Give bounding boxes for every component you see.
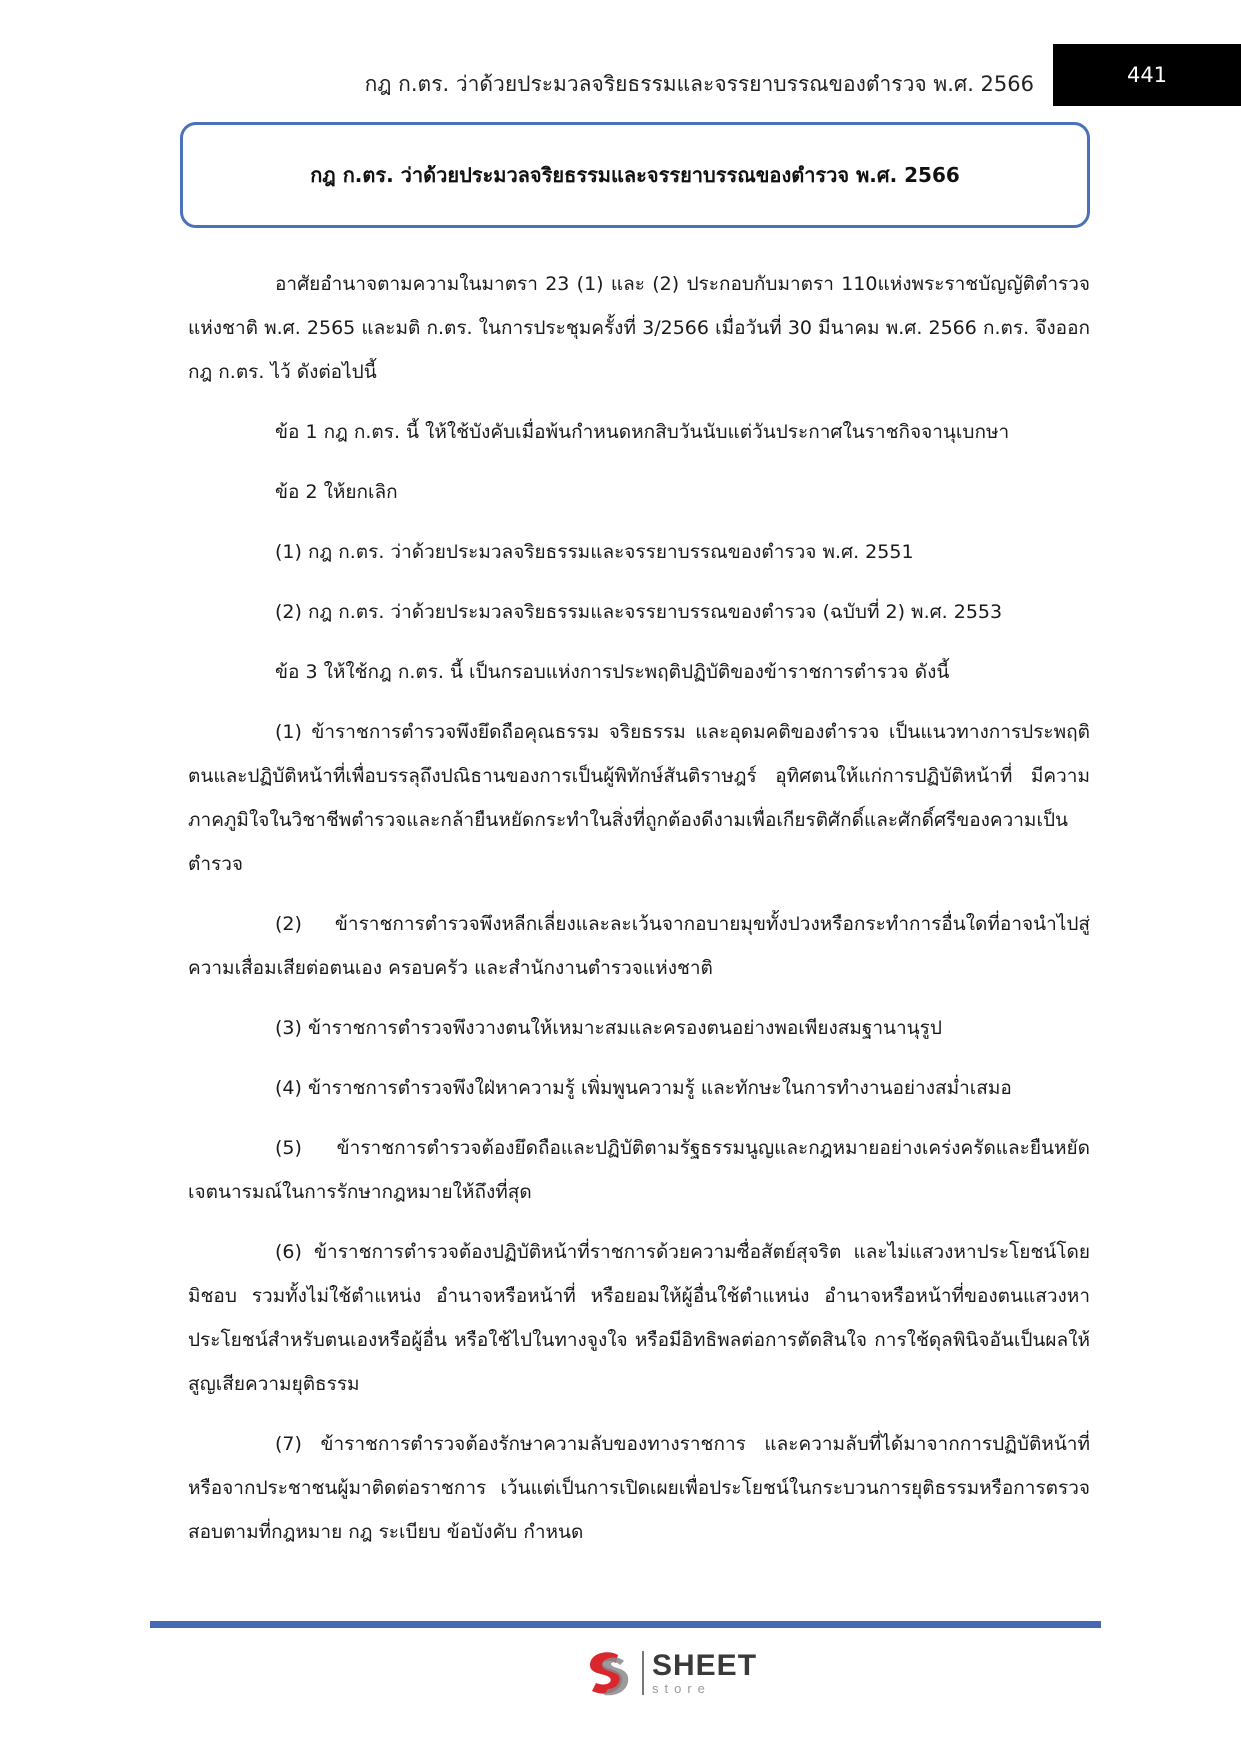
logo-main-text: SHEET — [652, 1649, 758, 1682]
clause-2-item-1: (1) กฎ ก.ตร. ว่าด้วยประมวลจริยธรรมและจรรยาบรรณของตำรวจ พ.ศ. 2551 — [275, 541, 914, 563]
sheet-store-logo-icon — [578, 1645, 634, 1701]
document-title-box — [180, 122, 1090, 228]
clause-1: ข้อ 1 กฎ ก.ตร. นี้ ให้ใช้บังคับเมื่อพ้นกำหนดหกสิบวันนับแต่วันประกาศในราชกิจจานุเบกษา — [275, 421, 1010, 443]
clause-3-item-5: (5) ข้าราชการตำรวจต้องยึดถือและปฏิบัติตามรัฐธรรมนูญและกฎหมายอย่างเคร่งครัดและยืนหยัดเจตนารมณ์ในการรักษากฎหมายให้ถึงที่สุด — [188, 1137, 1090, 1203]
logo-wordmark — [652, 1651, 757, 1695]
document-body — [188, 262, 1090, 1570]
clause-3-item-7: (7) ข้าราชการตำรวจต้องรักษาความลับของทางราชการ และความลับที่ได้มาจากการปฏิบัติหน้าที่หรือจากประชาชนผู้มาติดต่อราชการ เว้นแต่เป็นการเปิดเผยเพื่อประโยชน์ในกระบวนการยุติธรรมหรือการตรวจสอบตามที่กฎหมาย กฎ ระเบียบ ข้อบังคับ กำหนด — [188, 1433, 1090, 1543]
clause-3-item-1: (1) ข้าราชการตำรวจพึงยึดถือคุณธรรม จริยธรรม และอุดมคติของตำรวจ เป็นแนวทางการประพฤติตนและปฏิบัติหน้าที่เพื่อบรรลุถึงปณิธานของการเป็นผู้พิทักษ์สันติราษฎร์ อุทิศตนให้แก่การปฏิบัติหน้าที่ มีความภาคภูมิใจในวิชาชีพตำรวจและกล้ายืนหยัดกระทำในสิ่งที่ถูกต้องดีงามเพื่อเกียรติศักดิ์และศักดิ์ศรีของความเป็นตำรวจ — [188, 721, 1090, 875]
clause-3-item-3: (3) ข้าราชการตำรวจพึงวางตนให้เหมาะสมและครองตนอย่างพอเพียงสมฐานานุรูป — [275, 1017, 942, 1039]
clause-2: ข้อ 2 ให้ยกเลิก — [275, 481, 398, 503]
logo-sub-text: store — [652, 1681, 711, 1696]
logo-separator — [642, 1651, 644, 1695]
clause-3-item-6: (6) ข้าราชการตำรวจต้องปฏิบัติหน้าที่ราชการด้วยความซื่อสัตย์สุจริต และไม่แสวงหาประโยชน์โดยมิชอบ รวมทั้งไม่ใช้ตำแหน่ง อำนาจหรือหน้าที่ หรือยอมให้ผู้อื่นใช้ตำแหน่ง อำนาจหรือหน้าที่ของตนแสวงหาประโยชน์สำหรับตนเองหรือผู้อื่น หรือใช้ไปในทางจูงใจ หรือมีอิทธิพลต่อการตัดสินใจ การใช้ดุลพินิจอันเป็นผลให้สูญเสียความยุติธรรม — [188, 1241, 1090, 1395]
running-header-title: กฎ ก.ตร. ว่าด้วยประมวลจริยธรรมและจรรยาบรรณของตำรวจ พ.ศ. 2566 — [364, 72, 1034, 96]
clause-2-item-2: (2) กฎ ก.ตร. ว่าด้วยประมวลจริยธรรมและจรรยาบรรณของตำรวจ (ฉบับที่ 2) พ.ศ. 2553 — [275, 601, 1003, 623]
clause-3: ข้อ 3 ให้ใช้กฎ ก.ตร. นี้ เป็นกรอบแห่งการประพฤติปฏิบัติของข้าราชการตำรวจ ดังนี้ — [275, 661, 950, 683]
footer-divider — [150, 1621, 1101, 1628]
clause-3-item-4: (4) ข้าราชการตำรวจพึงใฝ่หาความรู้ เพิ่มพูนความรู้ และทักษะในการทำงานอย่างสม่ำเสมอ — [275, 1077, 1012, 1099]
clause-3-item-2: (2) ข้าราชการตำรวจพึงหลีกเลี่ยงและละเว้นจากอบายมุขทั้งปวงหรือกระทำการอื่นใดที่อาจนำไปสู่ความเสื่อมเสียต่อตนเอง ครอบครัว และสำนักงานตำรวจแห่งชาติ — [188, 913, 1090, 979]
sheet-store-logo — [578, 1645, 757, 1701]
page-number: 441 — [1126, 63, 1168, 87]
document-title: กฎ ก.ตร. ว่าด้วยประมวลจริยธรรมและจรรยาบรรณของตำรวจ พ.ศ. 2566 — [310, 163, 960, 187]
preamble-paragraph: อาศัยอำนาจตามความในมาตรา 23 (1) และ (2) ประกอบกับมาตรา 110แห่งพระราชบัญญัติตำรวจแห่งชาติ พ.ศ. 2565 และมติ ก.ตร. ในการประชุมครั้งที่ 3/2566 เมื่อวันที่ 30 มีนาคม พ.ศ. 2566 ก.ตร. จึงออกกฎ ก.ตร. ไว้ ดังต่อไปนี้ — [188, 273, 1090, 383]
page-number-tab — [1053, 44, 1241, 106]
